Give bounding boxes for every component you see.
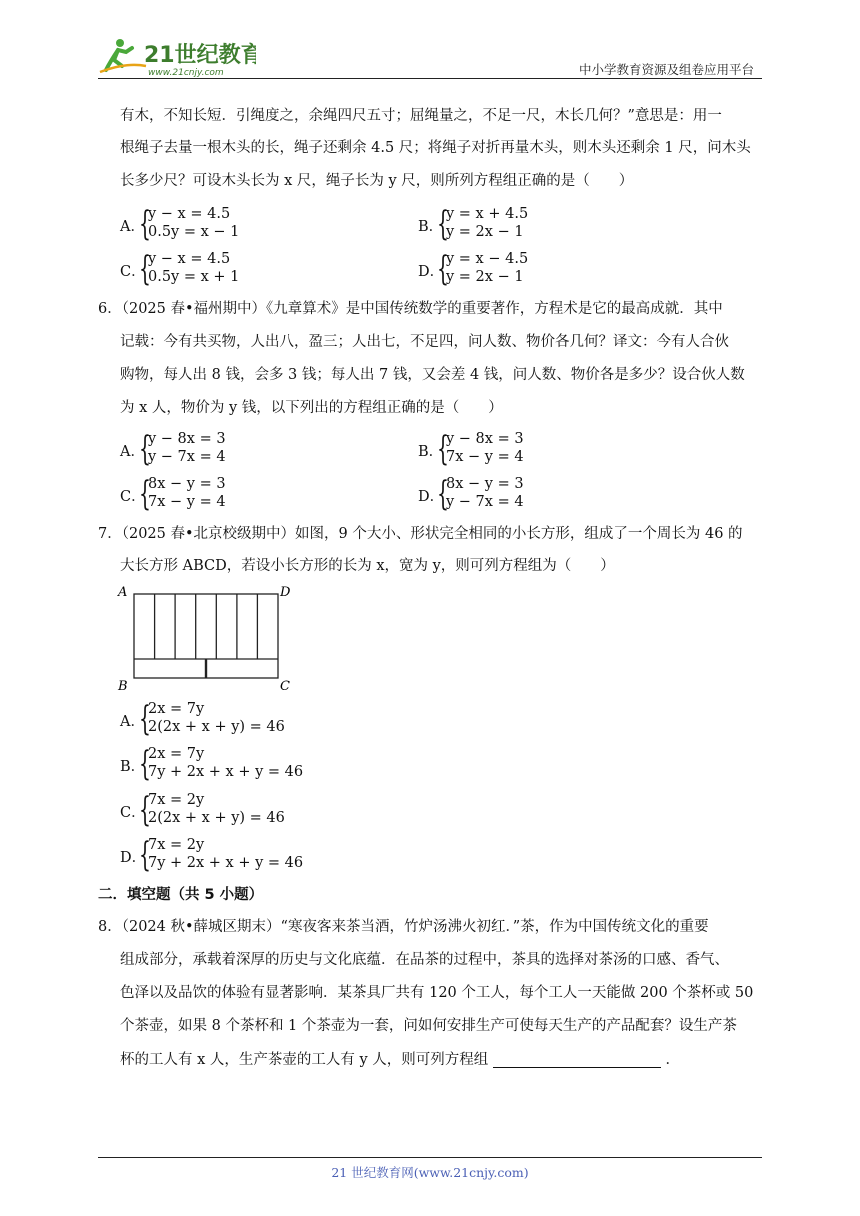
equation-1: 8x − y = 3 [148, 476, 226, 492]
equation-2: y = 2x − 1 [446, 269, 524, 285]
header-platform-text: 中小学教育资源及组卷应用平台 [578, 62, 754, 77]
equation-1: 8x − y = 3 [446, 476, 524, 492]
equation-1: y = x − 4.5 [446, 251, 529, 267]
brace-icon: { [139, 699, 151, 739]
label-c: C [280, 679, 290, 694]
answer-blank[interactable] [493, 1052, 661, 1068]
equation-2: y − 7x = 4 [446, 494, 524, 510]
label-b: B [118, 679, 128, 694]
equation-2: 2(2x + x + y) = 46 [148, 810, 285, 826]
label-d: D [280, 585, 291, 600]
runner-logo-icon [96, 36, 256, 78]
section-title: 二．填空题（共 5 小题） [98, 887, 264, 903]
equation-2: 0.5y = x + 1 [148, 269, 240, 285]
q8-line-1: 8．（2024 秋•薛城区期末）“寒夜客来茶当酒，竹炉汤沸火初红．”茶，作为中国传统文化的重要 [98, 919, 709, 935]
option-label: C． [120, 805, 146, 821]
equation-2: y = 2x − 1 [446, 224, 524, 240]
option-label: A． [120, 219, 145, 235]
header-divider [98, 78, 762, 79]
footer-divider [98, 1157, 762, 1158]
q5-line-1: 有木，不知长短．引绳度之，余绳四尺五寸；屈绳量之，不足一尺，木长几何？”意思是：用一 [120, 108, 722, 124]
q7-line-1: 7．（2025 春•北京校级期中）如图，9 个大小、形状完全相同的小长方形，组成了一个周长为 46 的 [98, 526, 743, 542]
equation-2: 7x − y = 4 [446, 449, 524, 465]
option-label: B． [418, 444, 444, 460]
equation-2: 2(2x + x + y) = 46 [148, 719, 285, 735]
equation-2: y − 7x = 4 [148, 449, 226, 465]
brace-icon: { [437, 204, 449, 244]
option-label: D． [120, 850, 147, 866]
option-label: D． [418, 264, 445, 280]
q8-line-5 [120, 1050, 680, 1070]
footer-text[interactable]: 21 世纪教育网(www.21cnjy.com) [331, 1165, 529, 1180]
equation-2: 7y + 2x + x + y = 46 [148, 855, 304, 871]
brace-icon: { [139, 204, 151, 244]
option-label: A． [120, 444, 145, 460]
rectangle-figure [116, 584, 296, 694]
equation-2: 7y + 2x + x + y = 46 [148, 764, 304, 780]
brace-icon: { [139, 474, 151, 514]
brace-icon: { [139, 744, 151, 784]
brace-icon: { [437, 474, 449, 514]
site-logo [96, 36, 256, 78]
q6-line-1: 6．（2025 春•福州期中）《九章算术》是中国传统数学的重要著作，方程术是它的最高成就．其中 [98, 301, 723, 317]
brace-icon: { [437, 429, 449, 469]
option-label: A． [120, 714, 145, 730]
equation-1: 7x = 2y [148, 837, 205, 853]
q7-line-2: 大长方形 ABCD，若设小长方形的长为 x，宽为 y，则可列方程组为（ ） [120, 558, 615, 574]
equation-2: 0.5y = x − 1 [148, 224, 240, 240]
q6-line-4: 为 x 人，物价为 y 钱，以下列出的方程组正确的是（ ） [120, 400, 503, 416]
brace-icon: { [139, 835, 151, 875]
equation-1: y = x + 4.5 [446, 206, 529, 222]
q8-line-3: 色泽以及品饮的体验有显著影响．某茶具厂共有 120 个工人，每个工人一天能做 200 个茶杯或 50 [120, 985, 754, 1001]
equation-1: y − x = 4.5 [148, 206, 231, 222]
q6-line-2: 记载：今有共买物，人出八，盈三；人出七，不足四，问人数、物价各几何？译文：今有人合伙 [120, 334, 729, 350]
label-a: A [118, 585, 128, 600]
equation-2: 7x − y = 4 [148, 494, 226, 510]
equation-1: y − 8x = 3 [148, 431, 226, 447]
q8-line-5-end: ． [665, 1052, 681, 1068]
option-label: C． [120, 489, 146, 505]
equation-1: 7x = 2y [148, 792, 205, 808]
logo-url: www.21cnjy.com [148, 68, 224, 78]
equation-1: 2x = 7y [148, 701, 205, 717]
equation-1: 2x = 7y [148, 746, 205, 762]
option-label: B． [120, 759, 146, 775]
q5-line-3: 长多少尺？可设木头长为 x 尺，绳子长为 y 尺，则所列方程组正确的是（ ） [120, 173, 634, 189]
equation-1: y − 8x = 3 [446, 431, 524, 447]
brace-icon: { [139, 429, 151, 469]
brace-icon: { [139, 790, 151, 830]
option-label: C． [120, 264, 146, 280]
equation-1: y − x = 4.5 [148, 251, 231, 267]
q8-line-2: 组成部分，承载着深厚的历史与文化底蕴．在品茶的过程中，茶具的选择对茶汤的口感、香气、 [120, 952, 729, 968]
q5-line-2: 根绳子去量一根木头的长，绳子还剩余 4.5 尺；将绳子对折再量木头，则木头还剩余 1 尺，问木头 [120, 140, 751, 156]
q8-line-5-text: 杯的工人有 x 人，生产茶壶的工人有 y 人，则可列方程组 [120, 1052, 489, 1068]
q6-line-3: 购物，每人出 8 钱，会多 3 钱；每人出 7 钱，又会差 4 钱，问人数、物价各是多少？设合伙人数 [120, 367, 745, 383]
q8-line-4: 个茶壶，如果 8 个茶杯和 1 个茶壶为一套，问如何安排生产可使每天生产的产品配套？设生产茶 [120, 1018, 737, 1034]
option-label: B． [418, 219, 444, 235]
brace-icon: { [437, 249, 449, 289]
logo-text: 21世纪教育 [144, 43, 256, 68]
option-label: D． [418, 489, 445, 505]
brace-icon: { [139, 249, 151, 289]
